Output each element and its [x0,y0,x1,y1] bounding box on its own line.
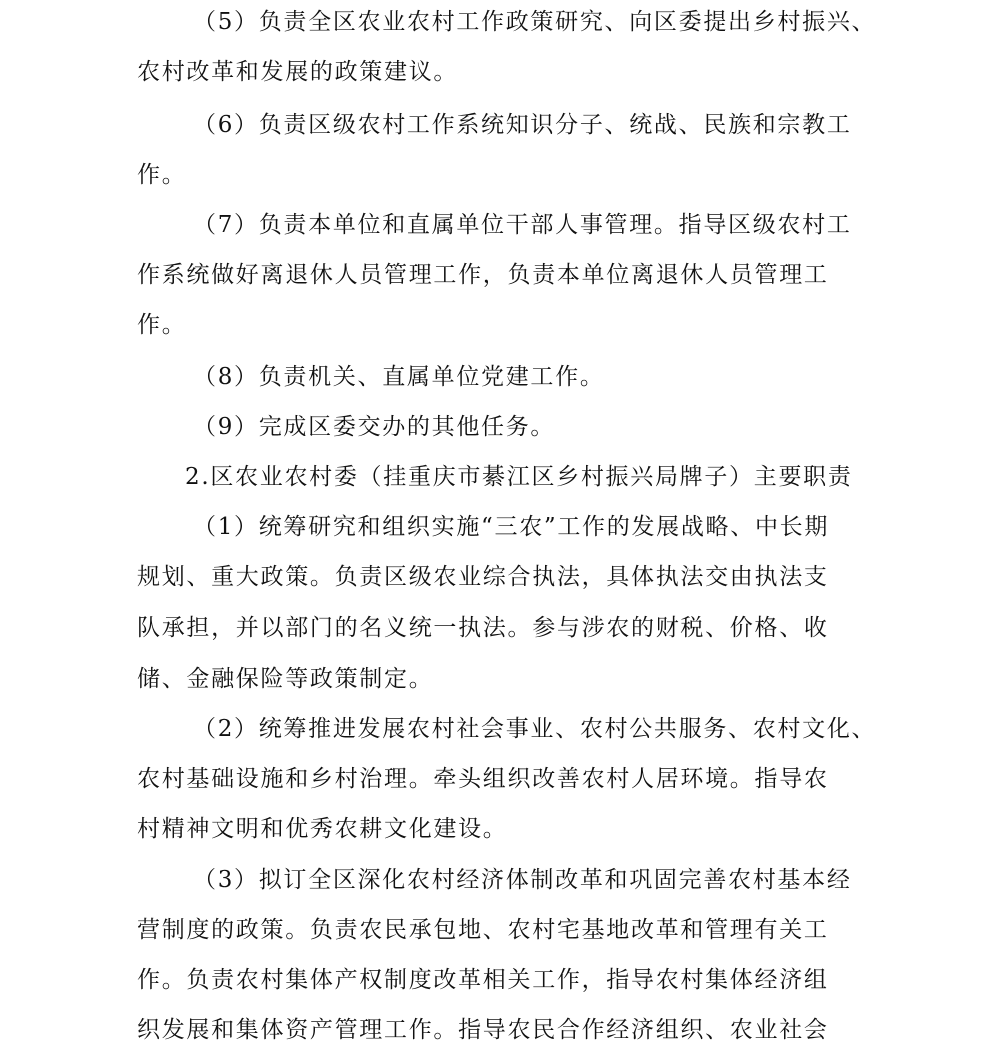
section-heading: 2.区农业农村委（挂重庆市綦江区乡村振兴局牌子）主要职责 [185,464,853,490]
text-line: （2）统筹推进发展农村社会事业、农村公共服务、农村文化、 [193,716,877,742]
text-line: （7）负责本单位和直属单位干部人事管理。指导区级农村工 [193,212,852,238]
text-line: 农村基础设施和乡村治理。牵头组织改善农村人居环境。指导农 [137,766,829,792]
text-line: 作。负责农村集体产权制度改革相关工作，指导农村集体经济组 [137,967,829,993]
text-line: （9）完成区委交办的其他任务。 [193,414,556,440]
text-line: 作。 [137,162,187,188]
text-line: 织发展和集体资产管理工作。指导农民合作经济组织、农业社会 [137,1017,829,1043]
text-line: 村精神文明和优秀农耕文化建设。 [137,816,508,842]
text-line: （8）负责机关、直属单位党建工作。 [193,364,605,390]
text-line: 农村改革和发展的政策建议。 [137,59,459,85]
text-line: 作。 [137,312,187,338]
text-line: 规划、重大政策。负责区级农业综合执法，具体执法交由执法支 [137,564,829,590]
text-line: （6）负责区级农村工作系统知识分子、统战、民族和宗教工 [193,112,852,138]
text-line: 队承担，并以部门的名义统一执法。参与涉农的财税、价格、收 [137,615,829,641]
text-line: （1）统筹研究和组织实施“三农”工作的发展战略、中长期 [193,514,830,540]
text-line: 储、金融保险等政策制定。 [137,666,434,692]
text-line: 营制度的政策。负责农民承包地、农村宅基地改革和管理有关工 [137,917,829,943]
text-line: 作系统做好离退休人员管理工作，负责本单位离退休人员管理工 [137,262,829,288]
text-line: （3）拟订全区深化农村经济体制改革和巩固完善农村基本经 [193,867,852,893]
text-line: （5）负责全区农业农村工作政策研究、向区委提出乡村振兴、 [193,9,877,35]
